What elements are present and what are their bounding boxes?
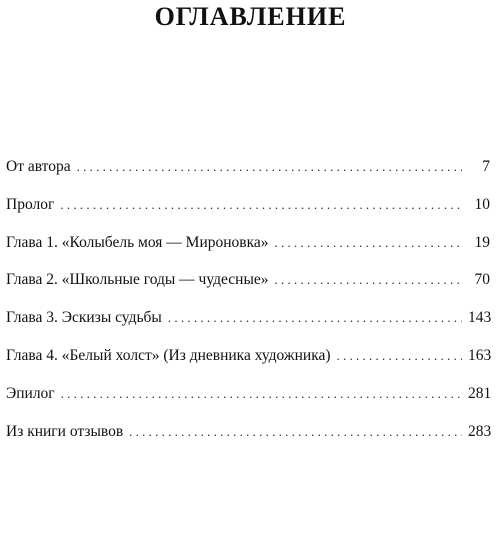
toc-entry[interactable] xyxy=(6,346,490,384)
toc-entry-label: Глава 1. «Колыбель моя — Мироновка» xyxy=(6,233,269,251)
toc-dot-leader xyxy=(129,422,462,442)
toc-entry[interactable] xyxy=(6,308,490,346)
toc-entry-label: Глава 4. «Белый холст» (Из дневника художника) xyxy=(6,346,331,364)
toc-entry-label: Из книги отзывов xyxy=(6,422,124,440)
toc-dot-leader xyxy=(275,233,462,253)
toc-entry-page: 10 xyxy=(474,195,490,213)
toc-dot-leader xyxy=(168,308,462,328)
toc-dot-leader xyxy=(275,270,463,290)
toc-entry[interactable] xyxy=(6,422,490,460)
page-title: ОГЛАВЛЕНИЕ xyxy=(154,2,347,31)
toc-entry-label: Глава 2. «Школьные годы — чудесные» xyxy=(6,271,269,289)
toc-entry-page: 19 xyxy=(474,233,490,251)
toc-entry-page: 7 xyxy=(482,158,490,175)
toc-entry-page: 281 xyxy=(468,384,492,402)
toc-entry-page: 283 xyxy=(468,422,492,440)
toc-entry-label: Глава 3. Эскизы судьбы xyxy=(6,309,162,327)
toc-entry[interactable] xyxy=(6,233,490,271)
toc-dot-leader xyxy=(61,384,462,404)
toc-dot-leader xyxy=(77,157,462,177)
toc-entry-page: 70 xyxy=(474,271,490,289)
toc-entry[interactable] xyxy=(6,195,490,233)
toc-entry[interactable] xyxy=(6,157,490,195)
toc-entry-label: От автора xyxy=(6,158,71,175)
table-of-contents xyxy=(6,157,490,459)
toc-entry-page: 143 xyxy=(468,309,492,327)
toc-entry-page: 163 xyxy=(468,346,492,364)
toc-entry-label: Пролог xyxy=(6,195,55,213)
toc-entry[interactable] xyxy=(6,270,490,308)
toc-entry-label: Эпилог xyxy=(6,384,55,402)
toc-dot-leader xyxy=(60,195,462,215)
toc-dot-leader xyxy=(337,346,462,366)
toc-entry[interactable] xyxy=(6,384,490,422)
